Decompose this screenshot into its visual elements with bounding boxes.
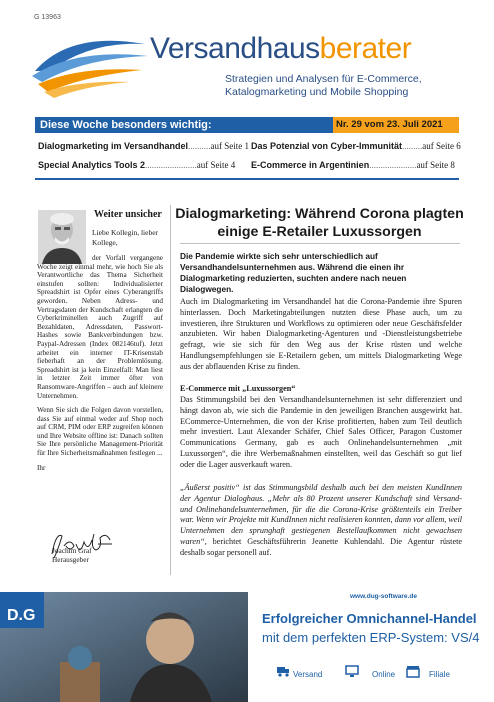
toc-item-title: Das Potenzial von Cyber-Immunität	[251, 141, 403, 151]
toc-item-argentinien[interactable]	[251, 160, 455, 170]
week-highlight-title: Diese Woche besonders wichtig:	[40, 119, 212, 131]
advert-logo: D.G	[7, 607, 36, 624]
brand-swoosh-icon	[30, 26, 150, 104]
store-icon	[406, 664, 420, 678]
advert-title: Erfolgreicher Omnichannel-Handel	[262, 611, 477, 626]
toc-item-page: auf Seite 6	[422, 141, 461, 151]
brand-tagline: Strategien und Analysen für E-Commerce, Katalogmarketing und Mobile Shopping	[225, 73, 422, 98]
article-paragraph-quote	[180, 483, 462, 559]
toc-item-cyber-immunitaet[interactable]	[251, 141, 461, 151]
toc-item-dots: .....................	[369, 160, 417, 170]
editorial-paragraph: Wenn Sie sich die Folgen davon vorstellen, dass Sie auf einmal weder auf Shop noch auf CRM, PIM oder ERP zugreifen können und Ihre Website offline ist: Danach sollten Sie Ihre persönliche Management-Priorität für Ihre Sicherheitsmaßnahmen festlegen ...	[37, 406, 163, 458]
toc-item-title: Dialogmarketing im Versandhandel	[38, 141, 189, 151]
toc-item-dots: ..........	[188, 141, 211, 151]
editor-signer	[52, 546, 92, 564]
advert-item-filiale: Filiale	[429, 670, 450, 679]
delivery-truck-icon	[276, 664, 290, 678]
article-lead: Die Pandemie wirkte sich sehr unterschiedlich auf Versandhandelsunternehmen aus. Während die einen ihr Dialogmarketing reduzierten, suchten andere nach neuen Dialogwegen.	[180, 251, 407, 294]
article-quote-attribution: berichtet Geschäftsführerin Jeanette Kuhlendahl. Die Agentur rüstete deshalb sogar personell auf.	[180, 536, 462, 557]
article-title: Dialogmarketing: Während Corona plagten einige E-Retailer Luxussorgen	[175, 206, 464, 240]
toc-item-page: auf Seite 8	[416, 160, 455, 170]
editorial-body	[37, 228, 163, 478]
column-divider	[170, 205, 171, 575]
editor-name: Joachim Graf	[52, 546, 92, 555]
brand-name	[150, 32, 411, 66]
toc-item-analytics-tools[interactable]	[38, 160, 235, 170]
toc-item-title: Special Analytics Tools 2	[38, 160, 146, 170]
toc-item-title: E-Commerce in Argentinien	[251, 160, 370, 170]
article-quote: „Äußerst positiv“ ist das Stimmungsbild deshalb auch bei den meisten KundInnen der Agentur Dialoghaus. „Mehr als 80 Prozent unserer Kundschaft sind Versand- und Onlinehandelsunternehmen, für die die Corona-Krise größtenteils ein Treiber war. Wenn wir Projekte mit KundInnen nicht realisieren konnten, dann vor allem, weil Unternehmen den sprunghaft gestiegenen Bestellaufkommen nicht gewachsen waren“,	[180, 483, 462, 546]
toc-item-dots: .......................	[145, 160, 197, 170]
editorial-heading: Weiter unsicher	[94, 209, 162, 220]
editor-role: Herausgeber	[52, 555, 89, 564]
toc-item-dots: .........	[402, 141, 423, 151]
article-paragraph: Das Stimmungsbild bei den Versandhandelsunternehmen ist sehr differenziert und hängt davon ab, wie sich die Pandemie in den jeweiligen Branchen ausgewirkt hat. ECommerce-Unternehmen, die von der Krise profitierten, haben zum Teil deutlich mehr investiert. Laut Alexander Schäfer, Chief Sales Officer, Paragon Customer Communications Germany, gab es auch Onlinehandelsunternehmen „mit Luxussorgen“, die ihre Werbemaßnahmen einstellten, weil das Geschäft so gut lief oder die Lager ausverkauft waren.	[180, 395, 462, 469]
advert-item-versand: Versand	[293, 670, 323, 679]
issue-number: Nr. 29 vom 23. Juli 2021	[336, 119, 443, 130]
brand-name-part2: berater	[319, 32, 412, 65]
editorial-paragraph: der Vorfall vergangene Woche zeigt einmal mehr, wie hoch Sie als Verantwortliche das Thema Sicherheit einstufen sollten: Individualisierter Spreadshirt ist Opfer eines Cyberangriffs geworden. Neben Adress- und Vertragsdaten der Kundschaft erlangten die Cyberkriminellen auch Zugriff auf Bezahldaten, Adressdaten, Passwort-Hashes sowie Bankverbindungen bzw. Paypal-Adressen (Index 082146tuf). Jetzt arbeitet ein interner IT-Krisenstab fieberhaft an der Problemlösung. Spreadshirt ist ja kein Einzelfall: Man liest in letzter Zeit immer öfter von Ransomware-Angriffen – auch auf kleinere Unternehmen.	[37, 254, 163, 400]
editorial-closing: Ihr	[37, 463, 46, 472]
toc-item-page: auf Seite 1	[210, 141, 250, 151]
article-paragraph: Auch im Dialogmarketing im Versandhandel hat die Corona-Pandemie ihre Spuren hinterlassen. Doch Marketingabteilungen nutzten diese Phase auch, um zu investieren, ihre Strukturen und Workflows zu optimieren oder neue Geschäftsfelder anzubieten. Wir haben Dialogmarketing-Agenturen und -Dienstleistungsbetriebe gefragt, wie sie sich für den Weg aus der Krise rüsten und welche Handlungsempfehlungen sie E-Retailern geben, um mittels Dialogmarketing Wege aus der abflauenden Krise zu finden.	[180, 297, 462, 371]
toc-item-dialogmarketing[interactable]	[38, 141, 249, 151]
toc-divider	[35, 178, 459, 180]
title-divider	[180, 243, 460, 244]
brand-name-part1: Versandhaus	[150, 32, 320, 65]
advert-subtitle: mit dem perfekten ERP-System: VS/4	[262, 630, 480, 645]
advert-url[interactable]: www.dug-software.de	[350, 593, 417, 600]
document-id: G 13963	[34, 14, 61, 21]
advert-item-online: Online	[372, 670, 396, 679]
article-subheading: E-Commerce mit „Luxussorgen“	[180, 384, 296, 393]
toc-item-page: auf Seite 4	[196, 160, 236, 170]
editorial-greeting: Liebe Kollegin, lieber Kollege,	[92, 228, 159, 247]
advert-photo	[0, 592, 248, 702]
monitor-icon	[345, 664, 359, 678]
